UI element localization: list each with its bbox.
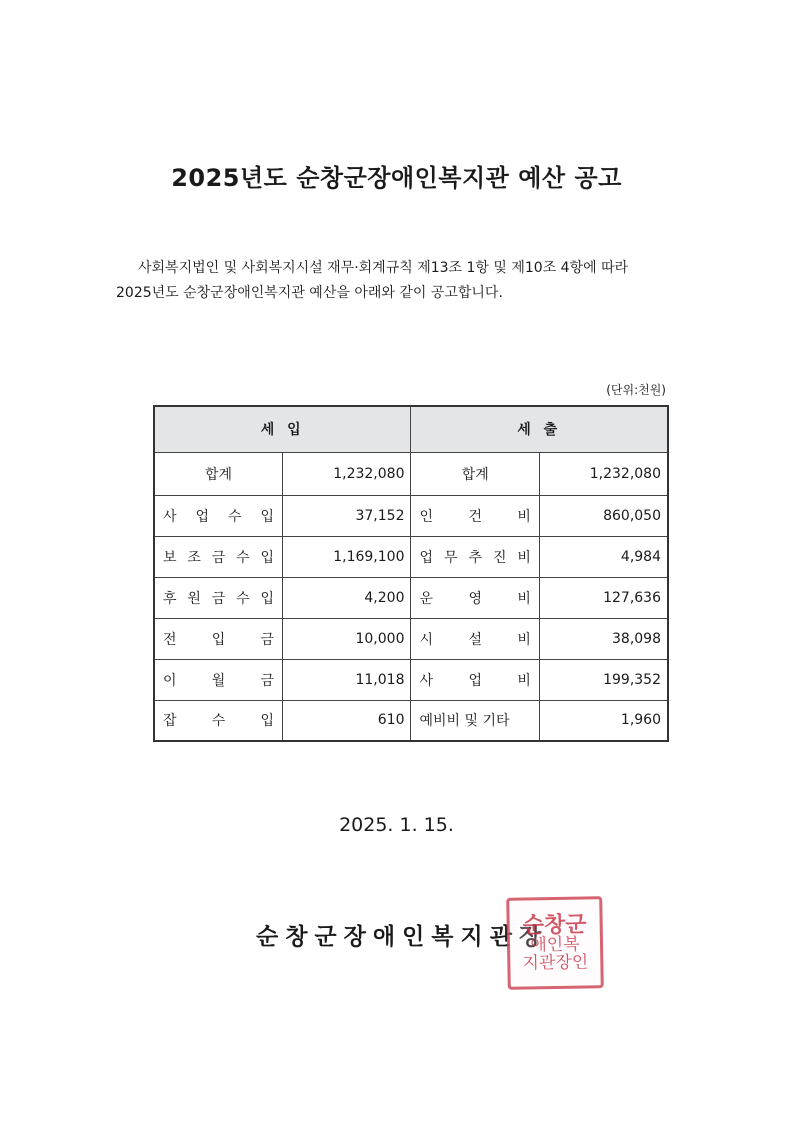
budget-table [153,405,669,742]
table-row [154,577,668,618]
total-row [154,452,668,495]
income-value: 10,000 [283,618,411,659]
expense-label-text: 예비비 및 기타 [419,713,510,730]
income-label-text: 후 원 금 수 입 [163,590,274,607]
announcement-date: 2025. 1. 15. [339,814,454,836]
table-row [154,700,668,741]
signer-name: 순창군장애인복지관장 [256,924,549,950]
income-label [154,618,283,659]
seal-line-3: 지관장인 [522,951,589,974]
expense-total-value: 1,232,080 [539,452,668,495]
expense-label-text: 시 설 비 [419,631,531,648]
expense-value: 199,352 [539,659,668,700]
income-value: 1,169,100 [283,536,411,577]
expense-label-text: 인 건 비 [419,508,531,525]
expense-value: 1,960 [539,700,668,741]
seal-line-2: 애인복 [530,934,580,956]
table-header-row [154,406,668,452]
intro-paragraph [116,256,696,306]
income-label-text: 잡 수 입 [163,713,274,730]
table-row [154,495,668,536]
income-value: 610 [283,700,411,741]
expense-label [411,618,539,659]
income-total-value: 1,232,080 [283,452,411,495]
expense-value: 38,098 [539,618,668,659]
expense-label-text: 사 업 비 [419,672,531,689]
unit-note: (단위:천원) [606,383,666,397]
income-label [154,659,283,700]
income-value: 37,152 [283,495,411,536]
income-header: 세 입 [154,406,411,452]
expense-total-label: 합계 [411,452,539,495]
intro-line-1: 사회복지법인 및 사회복지시설 재무·회계규칙 제13조 1항 및 제10조 4항에 따라 [138,260,629,276]
page-title: 2025년도 순창군장애인복지관 예산 공고 [171,164,622,192]
income-label-text: 전 입 금 [163,631,274,648]
income-label-text: 이 월 금 [163,672,274,689]
table-row [154,659,668,700]
seal-line-1: 순창군 [522,911,587,939]
expense-value: 4,984 [539,536,668,577]
expense-value: 127,636 [539,577,668,618]
income-label-text: 보 조 금 수 입 [163,549,274,566]
income-label [154,495,283,536]
table-row [154,536,668,577]
expense-label [411,536,539,577]
income-value: 4,200 [283,577,411,618]
income-label [154,577,283,618]
expense-label [411,577,539,618]
table-row [154,618,668,659]
expense-label [411,700,539,741]
income-label [154,536,283,577]
income-label [154,700,283,741]
official-seal-stamp [506,896,604,990]
expense-label [411,495,539,536]
expense-header: 세 출 [411,406,668,452]
expense-label [411,659,539,700]
expense-value: 860,050 [539,495,668,536]
intro-line-2: 2025년도 순창군장애인복지관 예산을 아래와 같이 공고합니다. [116,285,503,301]
income-label-text: 사 업 수 입 [163,508,274,525]
expense-label-text: 운 영 비 [419,590,531,607]
income-total-label: 합계 [154,452,283,495]
expense-label-text: 업 무 추 진 비 [419,549,531,566]
income-value: 11,018 [283,659,411,700]
